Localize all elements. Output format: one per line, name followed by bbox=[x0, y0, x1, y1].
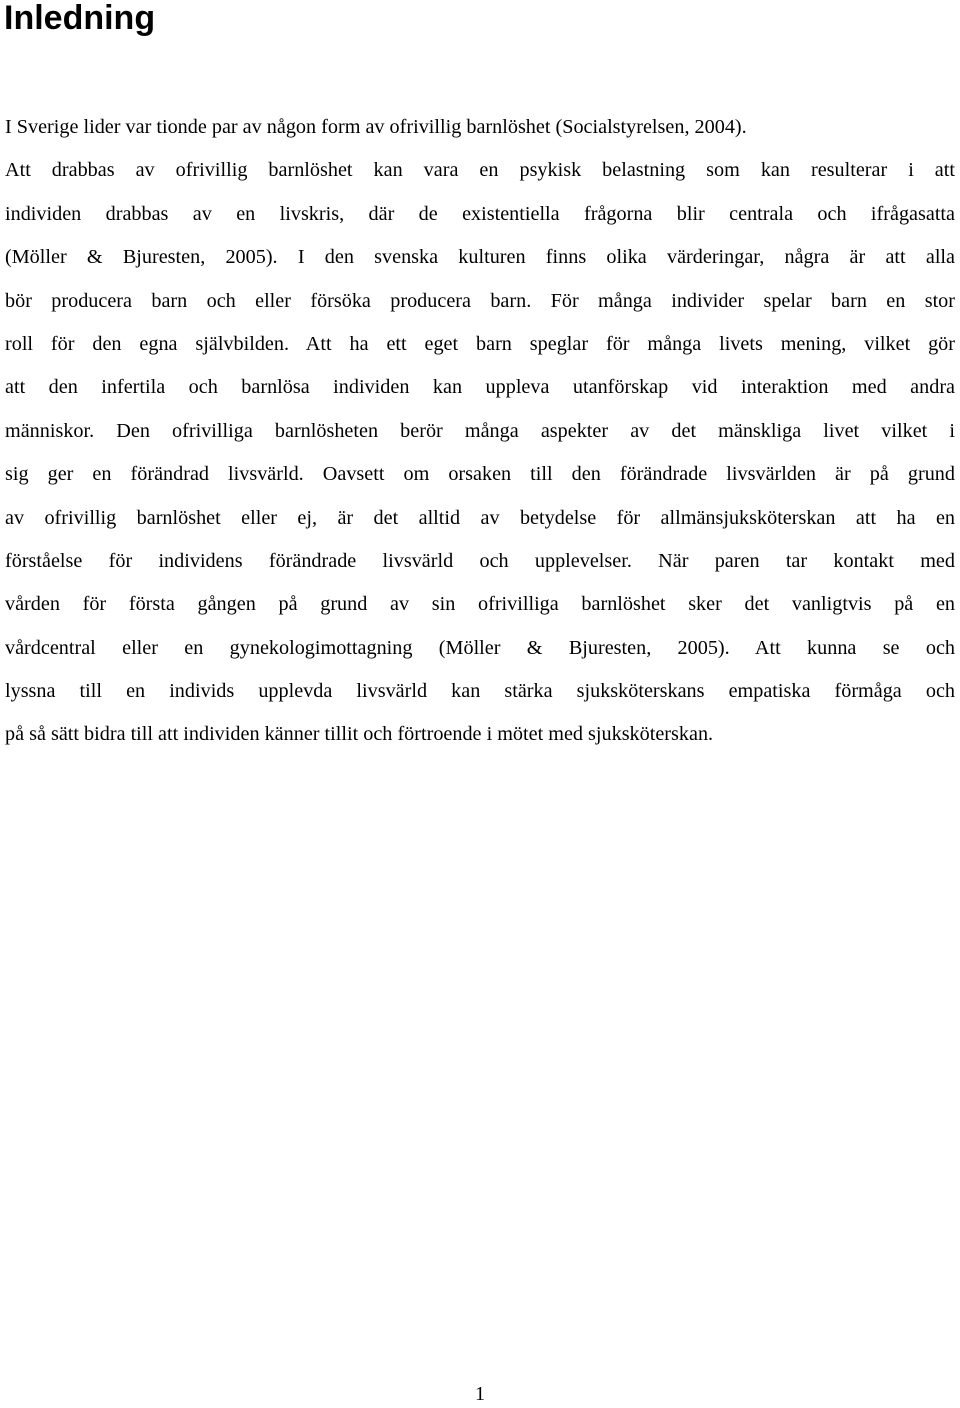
text-line: på så sätt bidra till att individen känner tillit och förtroende i mötet med sjuksköterskan. bbox=[5, 723, 714, 746]
text-line: individen drabbas av en livskris, där de existentiella frågorna blir centrala och ifrågasatta bbox=[5, 202, 955, 225]
text-line: I Sverige lider var tionde par av någon form av ofrivillig barnlöshet (Socialstyrelsen, 2004). bbox=[5, 116, 747, 138]
text-line: vården för första gången på grund av sin ofrivilliga barnlöshet sker det vanligtvis på en bbox=[5, 593, 955, 616]
text-line: vårdcentral eller en gynekologimottagning (Möller & Bjuresten, 2005). Att kunna se och bbox=[5, 636, 955, 659]
text-line: människor. Den ofrivilliga barnlösheten berör många aspekter av det mänskliga livet vilket i bbox=[5, 419, 955, 442]
text-line: bör producera barn och eller försöka producera barn. För många individer spelar barn en stor bbox=[5, 289, 955, 312]
text-line: förståelse för individens förändrade livsvärld och upplevelser. När paren tar kontakt med bbox=[5, 549, 955, 572]
body-paragraph bbox=[5, 106, 955, 757]
text-line: roll för den egna självbilden. Att ha ett eget barn speglar för många livets mening, vilket gör bbox=[5, 332, 955, 355]
text-line: lyssna till en individs upplevda livsvärld kan stärka sjuksköterskans empatiska förmåga och bbox=[5, 680, 955, 703]
text-line: av ofrivillig barnlöshet eller ej, är det alltid av betydelse för allmänsjuksköterskan att ha en bbox=[5, 506, 955, 529]
text-line: att den infertila och barnlösa individen kan uppleva utanförskap vid interaktion med andra bbox=[5, 376, 955, 399]
page-number: 1 bbox=[475, 1383, 485, 1405]
text-line: Att drabbas av ofrivillig barnlöshet kan vara en psykisk belastning som kan resulterar i att bbox=[5, 159, 955, 182]
section-heading: Inledning bbox=[4, 0, 156, 37]
text-line: (Möller & Bjuresten, 2005). I den svenska kulturen finns olika värderingar, några är att alla bbox=[5, 246, 955, 269]
text-line: sig ger en förändrad livsvärld. Oavsett om orsaken till den förändrade livsvärlden är på grund bbox=[5, 463, 955, 486]
